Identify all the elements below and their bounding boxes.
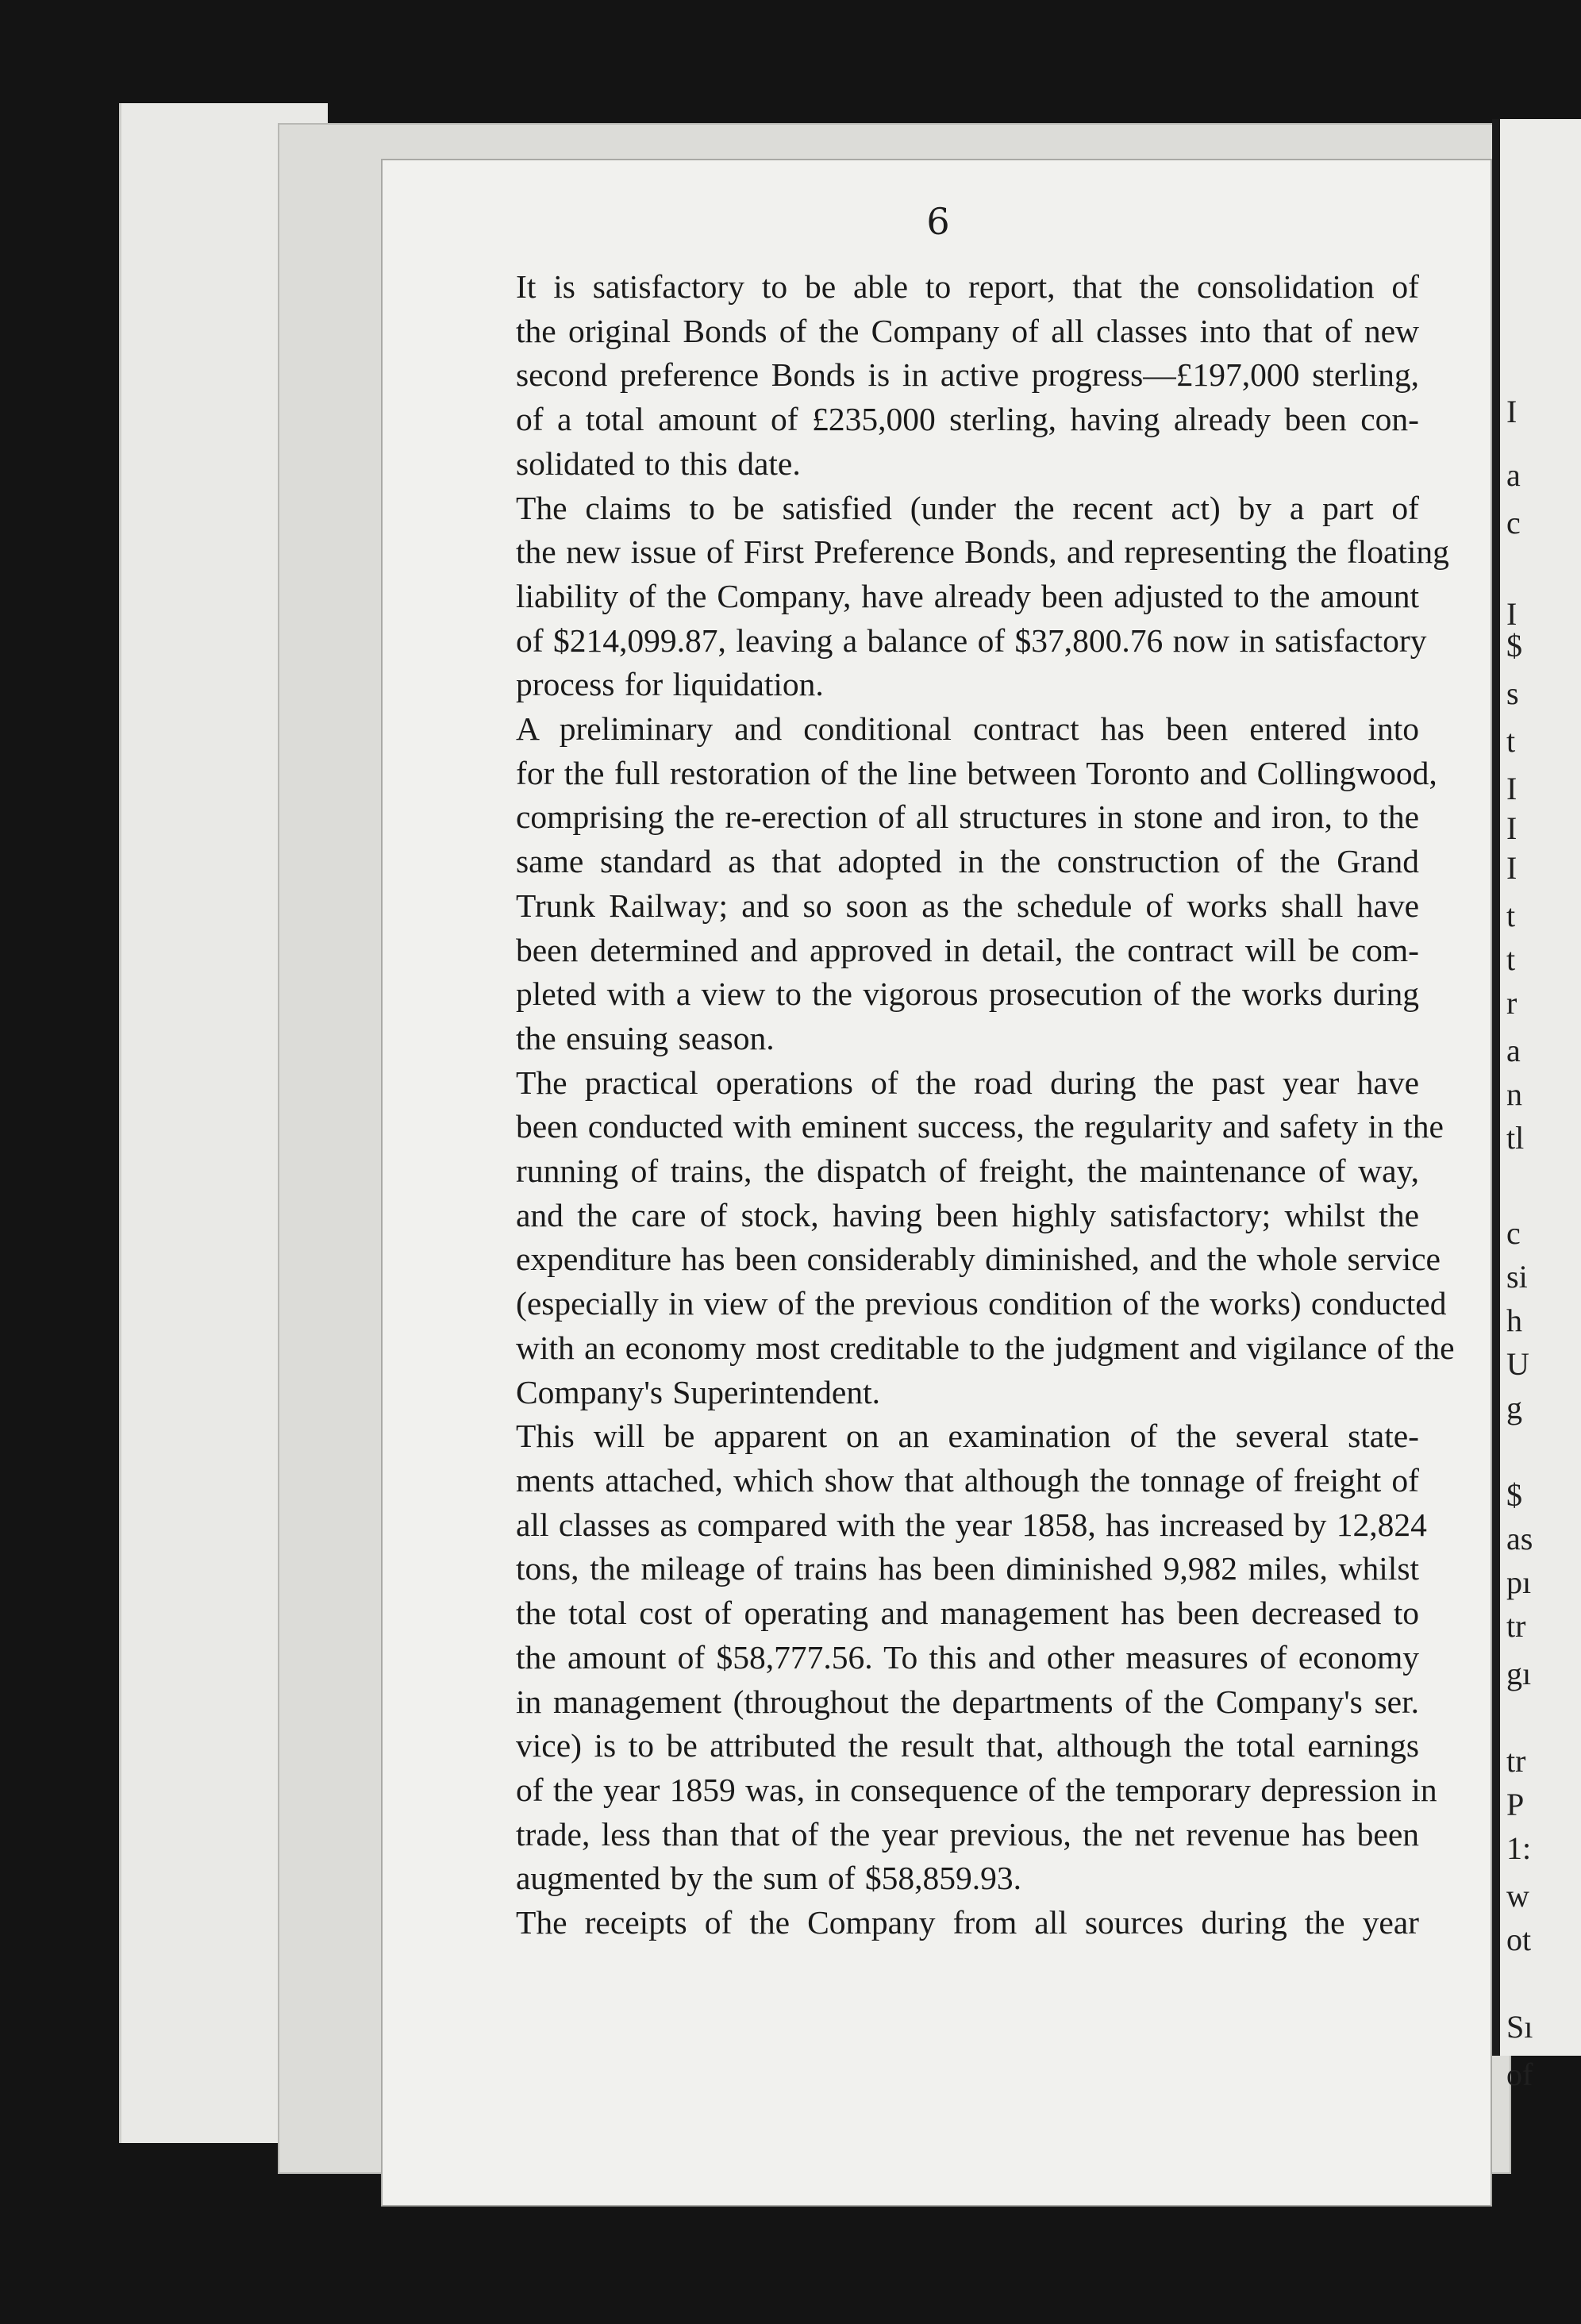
paragraph: [467, 1414, 1437, 1901]
text-line: The practical operations of the road during the past year have: [516, 1064, 1419, 1101]
text-line: of the year 1859 was, in consequence of the temporary depression in: [516, 1771, 1437, 1808]
next-page-fragment: $: [1506, 1477, 1522, 1513]
text-line: pleted with a view to the vigorous prosecution of the works during: [516, 975, 1419, 1013]
next-page-fragment: of: [1506, 2057, 1533, 2092]
next-page-edge: [1500, 119, 1581, 2092]
text-line: of $214,099.87, leaving a balance of $37,800.76 now in satisfactory: [516, 621, 1427, 659]
text-line: the ensuing season.: [516, 1019, 775, 1056]
text-line: the original Bonds of the Company of all classes into that of new: [516, 312, 1419, 349]
text-line: process for liquidation.: [516, 666, 824, 703]
next-page-fragment: tl: [1506, 1120, 1525, 1156]
next-page-fragment: t: [1506, 898, 1516, 933]
next-page-fragment: c: [1506, 1215, 1521, 1251]
text-line: solidated to this date.: [516, 444, 801, 482]
next-page-fragment: I: [1506, 850, 1518, 886]
text-line: vice) is to be attributed the result that, although the total earnings: [516, 1727, 1419, 1764]
next-page-fragment: I: [1506, 596, 1518, 632]
next-page-fragment: w: [1506, 1878, 1529, 1914]
next-page-fragment: tr: [1506, 1743, 1526, 1779]
text-line: with an economy most creditable to the judgment and vigilance of the: [516, 1329, 1455, 1366]
text-line: It is satisfactory to be able to report, that the consolidation of: [516, 268, 1419, 305]
next-page-fragment: I: [1506, 394, 1518, 429]
next-page-fragment: t: [1506, 941, 1516, 977]
text-line: for the full restoration of the line between Toronto and Collingwood,: [516, 754, 1437, 791]
text-line: and the care of stock, having been highly satisfactory; whilst the: [516, 1196, 1419, 1233]
body-text: [467, 265, 1455, 1945]
next-page-fragment: as: [1506, 1521, 1533, 1556]
next-page-fragment: $: [1506, 628, 1522, 664]
text-line: the amount of $58,777.56. To this and other measures of economy: [516, 1638, 1419, 1676]
text-line: tons, the mileage of trains has been diminished 9,982 miles, whilst: [516, 1550, 1419, 1587]
text-line: The receipts of the Company from all sources during the year: [516, 1904, 1419, 1941]
text-line: A preliminary and conditional contract has been entered into: [516, 710, 1419, 748]
text-line: trade, less than that of the year previous, the net revenue has been: [516, 1815, 1419, 1853]
text-line: augmented by the sum of $58,859.93.: [516, 1860, 1022, 1897]
text-line: the total cost of operating and management has been decreased to: [516, 1595, 1419, 1632]
next-page-fragment: I: [1506, 771, 1518, 806]
document-page: [381, 159, 1492, 2207]
text-line: ments attached, which show that although the tonnage of freight of: [516, 1461, 1419, 1499]
next-page-fragment: U: [1506, 1346, 1529, 1382]
next-page-fragment: t: [1506, 723, 1516, 759]
next-page-fragment: P: [1506, 1787, 1525, 1822]
text-line: all classes as compared with the year 1858, has increased by 12,824: [516, 1506, 1427, 1543]
text-line: comprising the re-erection of all structures in stone and iron, to the: [516, 798, 1419, 836]
text-line: running of trains, the dispatch of freight, the maintenance of way,: [516, 1152, 1419, 1190]
next-page-fragment: h: [1506, 1302, 1522, 1338]
text-line: Trunk Railway; and so soon as the schedule of works shall have: [516, 887, 1419, 924]
text-line: been conducted with eminent success, the regularity and safety in the: [516, 1108, 1444, 1145]
paragraph: [467, 1901, 1419, 1945]
next-page-fragment: gı: [1506, 1656, 1532, 1691]
text-line: The claims to be satisfied (under the recent act) by a part of: [516, 489, 1419, 526]
page-number: 6: [926, 200, 950, 243]
text-line: Company's Superintendent.: [516, 1373, 881, 1410]
next-page-fragment: pı: [1506, 1564, 1532, 1600]
text-line: been determined and approved in detail, the contract will be com-: [516, 931, 1419, 968]
text-line: liability of the Company, have already been adjusted to the amount: [516, 577, 1419, 614]
text-line: of a total amount of £235,000 sterling, having already been con-: [516, 401, 1419, 438]
text-line: in management (throughout the departments of the Company's ser.: [516, 1683, 1419, 1720]
next-page-fragment: c: [1506, 505, 1521, 541]
text-line: (especially in view of the previous condition of the works) conducted: [516, 1285, 1447, 1322]
text-line: same standard as that adopted in the construction of the Grand: [516, 843, 1419, 880]
paragraph: [467, 1061, 1455, 1415]
next-page-fragment: 1:: [1506, 1830, 1532, 1866]
paragraph: [467, 707, 1437, 1061]
next-page-fragment: I: [1506, 810, 1518, 846]
next-page-fragment: n: [1506, 1076, 1522, 1112]
next-page-fragment: a: [1506, 1033, 1521, 1068]
text-line: expenditure has been considerably diminished, and the whole service: [516, 1241, 1441, 1278]
paragraph: [467, 487, 1449, 708]
next-page-fragment: si: [1506, 1259, 1528, 1295]
text-line: second preference Bonds is in active progress—£197,000 sterling,: [516, 356, 1419, 394]
paragraph: [467, 265, 1419, 487]
next-page-fragment: ot: [1506, 1922, 1532, 1957]
next-page-fragment: tr: [1506, 1608, 1526, 1644]
next-page-fragment: s: [1506, 675, 1519, 711]
page-gutter: [1492, 119, 1500, 2056]
next-page-fragment: Sı: [1506, 2009, 1533, 2045]
next-page-fragment: g: [1506, 1390, 1522, 1426]
next-page-fragment: a: [1506, 457, 1521, 493]
text-line: This will be apparent on an examination of the several state-: [516, 1418, 1419, 1455]
next-page-fragment: r: [1506, 985, 1518, 1021]
text-line: the new issue of First Preference Bonds, and representing the floating: [516, 533, 1449, 571]
